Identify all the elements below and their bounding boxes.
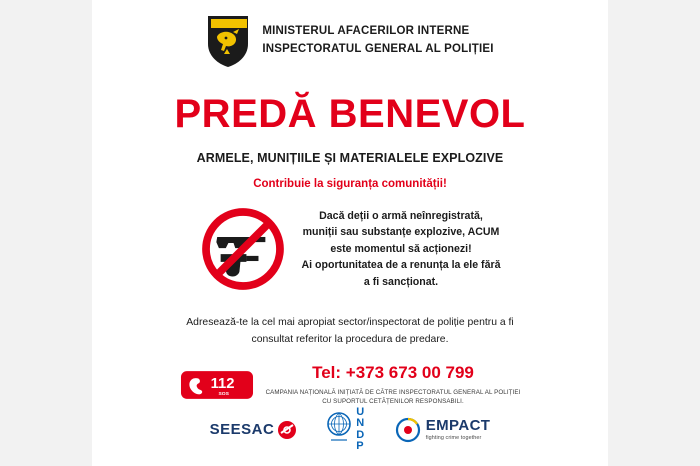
undp-letter-d: D <box>356 428 365 441</box>
campaign-line-1: CAMPANIA NAȚIONALĂ INIȚIATĂ DE CĂTRE INSPECTORATUL GENERAL AL POLIȚIEI <box>265 389 521 396</box>
seesac-mark-icon <box>277 420 297 440</box>
middle-line-2: muniții sau substanțe explozive, ACUM <box>302 226 500 239</box>
left-background-band <box>0 0 92 466</box>
logo-undp <box>327 407 364 452</box>
subheadline: ARMELE, MUNIȚIILE ȘI MATERIALELE EXPLOZIVE <box>196 151 504 165</box>
campaign-note <box>266 388 521 407</box>
empact-tagline: fighting crime together <box>425 435 482 442</box>
middle-line-4: Ai oportunitatea de a renunța la ele fără <box>301 259 501 272</box>
headline: PREDĂ BENEVOL <box>174 92 526 136</box>
undp-letter-p: P <box>356 439 365 452</box>
header <box>92 14 608 68</box>
footer-logos <box>92 407 608 452</box>
seesac-wordmark: SEESAC <box>209 421 275 439</box>
logo-empact <box>395 417 491 443</box>
middle-text-block <box>302 208 501 290</box>
contact-right <box>266 364 521 406</box>
empact-text <box>426 418 491 441</box>
ministry-line-2: INSPECTORATUL GENERAL AL POLIȚIEI <box>262 43 494 55</box>
contact-block <box>92 364 608 406</box>
middle-line-5: a fi sancționat. <box>363 275 439 288</box>
middle-line-1: Dacă deții o armă neînregistrată, <box>319 209 483 222</box>
emergency-sos-text: SOS <box>218 392 229 398</box>
ministry-title-block <box>262 23 493 59</box>
ministry-line-1: MINISTERUL AFACERILOR INTERNE <box>262 25 470 38</box>
phone-number[interactable]: Tel: +373 673 00 799 <box>312 363 474 383</box>
emergency-112-badge-icon[interactable] <box>180 368 254 402</box>
advisory-text <box>186 314 513 348</box>
empact-mark-icon <box>395 417 421 443</box>
middle-line-3: este momentul să acționezi! <box>330 242 472 255</box>
middle-block <box>92 206 608 292</box>
advisory-line-2: consultat referitor la procedura de predare. <box>251 334 449 346</box>
campaign-line-2: CU SUPORTUL CETĂȚENILOR RESPONSABILI. <box>322 398 464 406</box>
right-background-band <box>608 0 700 466</box>
un-emblem-icon <box>327 410 351 450</box>
emergency-number-text: 112 <box>210 376 235 393</box>
coat-of-arms-moldova-icon <box>206 14 250 68</box>
empact-wordmark: EMPACT <box>425 417 491 435</box>
no-firearms-prohibition-icon <box>200 206 286 292</box>
undp-letters <box>356 407 364 452</box>
logo-seesac <box>210 420 298 440</box>
undp-letter-n: N <box>356 417 365 430</box>
advisory-line-1: Adresează-te la cel mai apropiat sector/inspectorat de poliție pentru a fi <box>186 317 514 328</box>
undp-letter-u: U <box>356 406 365 419</box>
poster-sheet <box>92 0 608 466</box>
tagline: Contribuie la siguranța comunității! <box>253 178 447 190</box>
